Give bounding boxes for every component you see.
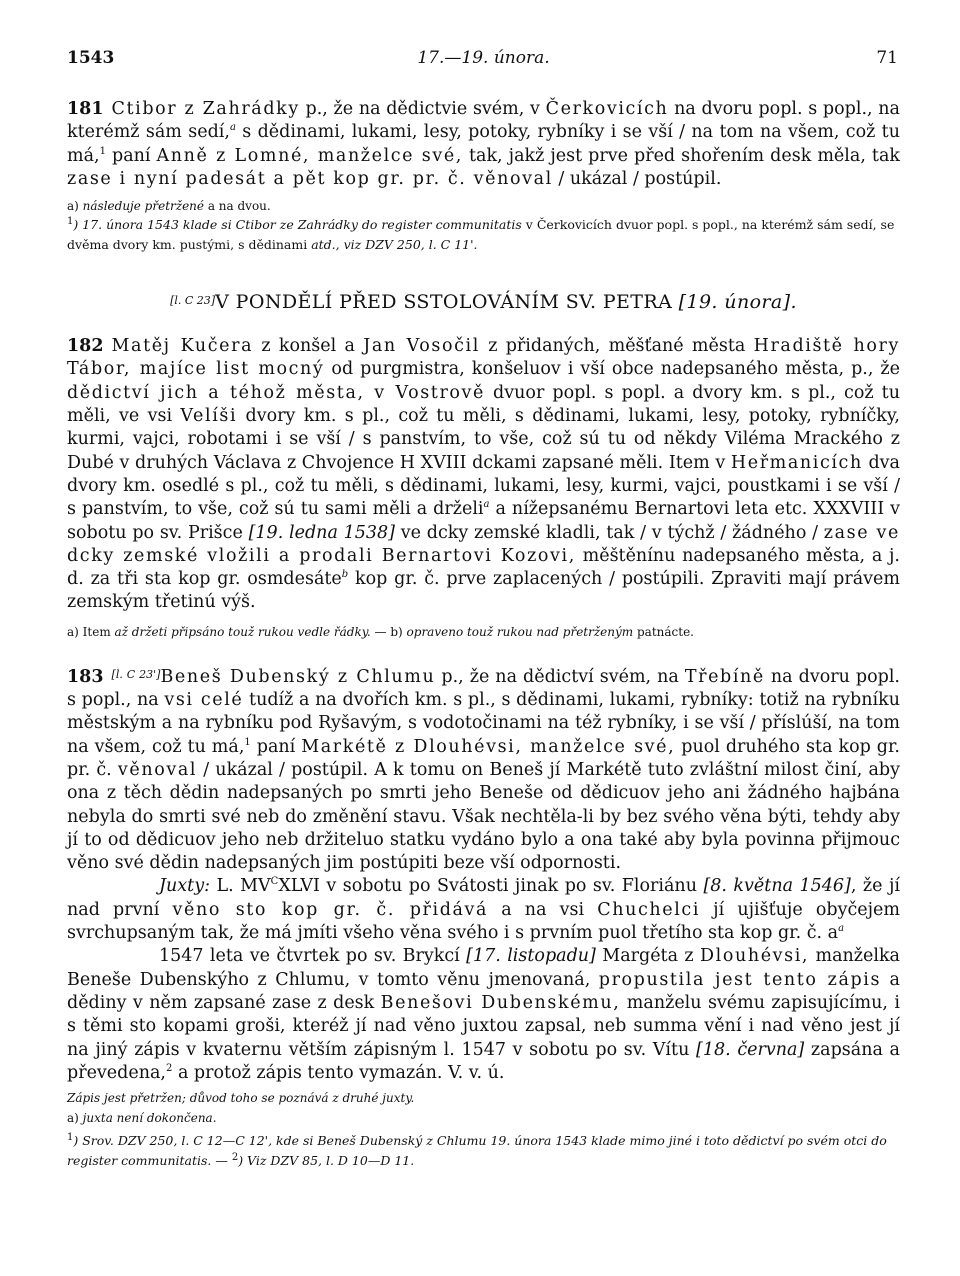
entry-183-text: 183 [l. C 23']Beneš Dubenský z Chlumu p., že na dědictví svém, na Třebíně na dvoru popl. s popl., na vsi celé tudíž a na dvořích km. s pl., s dědinami, lukami, rybníky: totiž na rybníku městským a na rybníku pod Ryšavým, s vodotočinami na též rybníky, i se vší / příslúší, na tom na všem, což tu má,$^1$ paní Markétě z Dlouhévsi, manželce své, puol druhého sta kop gr. pr. č. věnoval / ukázal / postúpil. A k tomu on Beneš jí Markétě tuto zvláštní milost činí, aby ona z těch dědin nadepsaných po smrti jeho Beneše od dědicuov jeho ani žádného hajbána nebyla do smrti své neb do změnění stavu. Však nechtěla-li by bez svého věna býti, tehdy aby jí to od dědicuov jeho neb držiteluo statku vydáno bylo a ona také aby byla povinna přijmouc věno své dědin nadepsaných jim postúpiti beze vší odpornosti. — [67, 666, 900, 874]
entry-181 — [67, 98, 900, 255]
entry-number: 183 — [67, 666, 104, 687]
textual-note: a) následuje přetržené a na dvou. — [67, 199, 271, 214]
page-header — [67, 40, 900, 74]
entry-182 — [67, 335, 900, 641]
entry-number: 182 — [67, 336, 104, 357]
entry-181-text: 181 Ctibor z Zahrádky p., že na dědictvie svém, v Čerkovicích na dvoru popl. s popl., na kterémž sám sedí,$^a$ s dědinami, lukami, lesy, potoky, rybníky i se vší / na tom na všem, což tu má,$^1$ paní Anně z Lomné, manželce své, tak, jakž jest prve před shořením desk měla, tak zase i nyní padesát a pět kop gr. pr. č. věnoval / ukázal / postúpil. — [67, 99, 900, 189]
entry-183 — [67, 663, 900, 1171]
header-year: 1543 — [67, 48, 115, 68]
date-heading: [l. C 23]V PONDĚLÍ PŘED SSTOLOVÁNÍM SV. PETRA [19. února]. — [170, 291, 797, 314]
entry-number: 181 — [67, 99, 104, 119]
textual-note-deleted: Zápis jest přetržen; důvod toho se poznává z druhé juxty. — [67, 1091, 415, 1106]
header-dates: 17.—19. února. — [417, 48, 550, 68]
textual-note: a) juxta není dokončena. — [67, 1111, 217, 1126]
document-page — [67, 40, 900, 1171]
release-paragraph: 1547 leta ve čtvrtek po sv. Brykcí [17. listopadu] Margéta z Dlouhévsi, manželka Beneše Dubenskýho z Chlumu, v tomto věnu jmenovaná, propustila jest tento zápis a dědiny v něm zapsané zase z desk Benešovi Dubenskému, manželu svému zapisujícímu, i s těmi sto kopami groši, kteréž jí nad věno juxtou zapsal, neb summa vění i nad věno jest jí na jiný zápis v kvaternu větším zápisným l. 1547 v sobotu po sv. Vítu [18. června] zapsána a převedena,$^2$ a protož zápis tento vymazán. V. v. ú. — [67, 946, 900, 1083]
juxta-paragraph: Juxty: L. $MV^CXLVI$ v sobotu po Svátosti jinak po sv. Floriánu [8. května 1546], že jí nad první věno sto kop gr. č. přidává a na vsi Chuchelci jí ujišťuje obyčejem svrchupsaným tak, že má jmíti všeho věna svého i s prvním puol třetího sta kop gr. č. $a^a$ — [67, 876, 901, 944]
textual-note: a) Item až držeti připsáno touž rukou vedle řádky. — b) opraveno touž rukou nad přetrženým patnácte. — [67, 624, 694, 639]
entry-182-text: 182 Matěj Kučera z konšel a Jan Vosočil z přidaných, měšťané města Hradiště hory Tábor, majíce list mocný od purgmistra, konšeluov i vší obce nadepsaného města, p., že dědictví jich a téhož města, v Vostrově dvuor popl. s popl. a dvory km. s pl., což tu měli, ve vsi Velíši dvory km. s pl., což tu měli, s dědinami, lukami, lesy, potoky, rybníčky, kurmi, vajci, robotami i se vší / s panstvím, to vše, což sú tu od někdy Viléma Mrackého z Dubé v druhých Václava z Chvojence H XVIII dckami zapsané měli. Item v Heřmanicích dva dvory km. osedlé s pl., což tu měli, s dědinami, lukami, lesy, kurmi, vajci, poustkami i se vší / s panstvím, to vše, což sú tu sami měli a drželi$^a$ a nížepsanému Bernartovi leta etc. XXXVIII v sobotu po sv. Prišce [19. ledna 1538] ve dcky zemské kladli, tak / v týchž / žádného / zase ve dcky zemské vložili a prodali Bernartovi Kozovi, měštěnínu nadepsaného města, a j. d. za tři sta kop gr. osmdesáte$^b$ kop gr. č. prve zaplacených / postúpili. Zpraviti mají právem zemským třetinú výš. — [67, 336, 901, 613]
footnotes: $^1$) Srov. DZV 250, l. C 12—C 12', kde si Beneš Dubenský z Chlumu 19. února 1543 klade mimo jiné i toto dědictví po svém otci do register communitatis. — $^2$) Viz DZV 85, l. D 10—D 11. — [67, 1131, 887, 1169]
page-number: 71 — [876, 48, 898, 68]
footnote-1: $^1$) 17. února 1543 klade si Ctibor ze Zahrádky do register communitatis v Čerkovicích dvuor popl. s popl., na kterémž sám sedí, se dvěma dvory km. pustými, s dědinami atd., viz DZV 250, l. C 11'. — [67, 216, 895, 253]
